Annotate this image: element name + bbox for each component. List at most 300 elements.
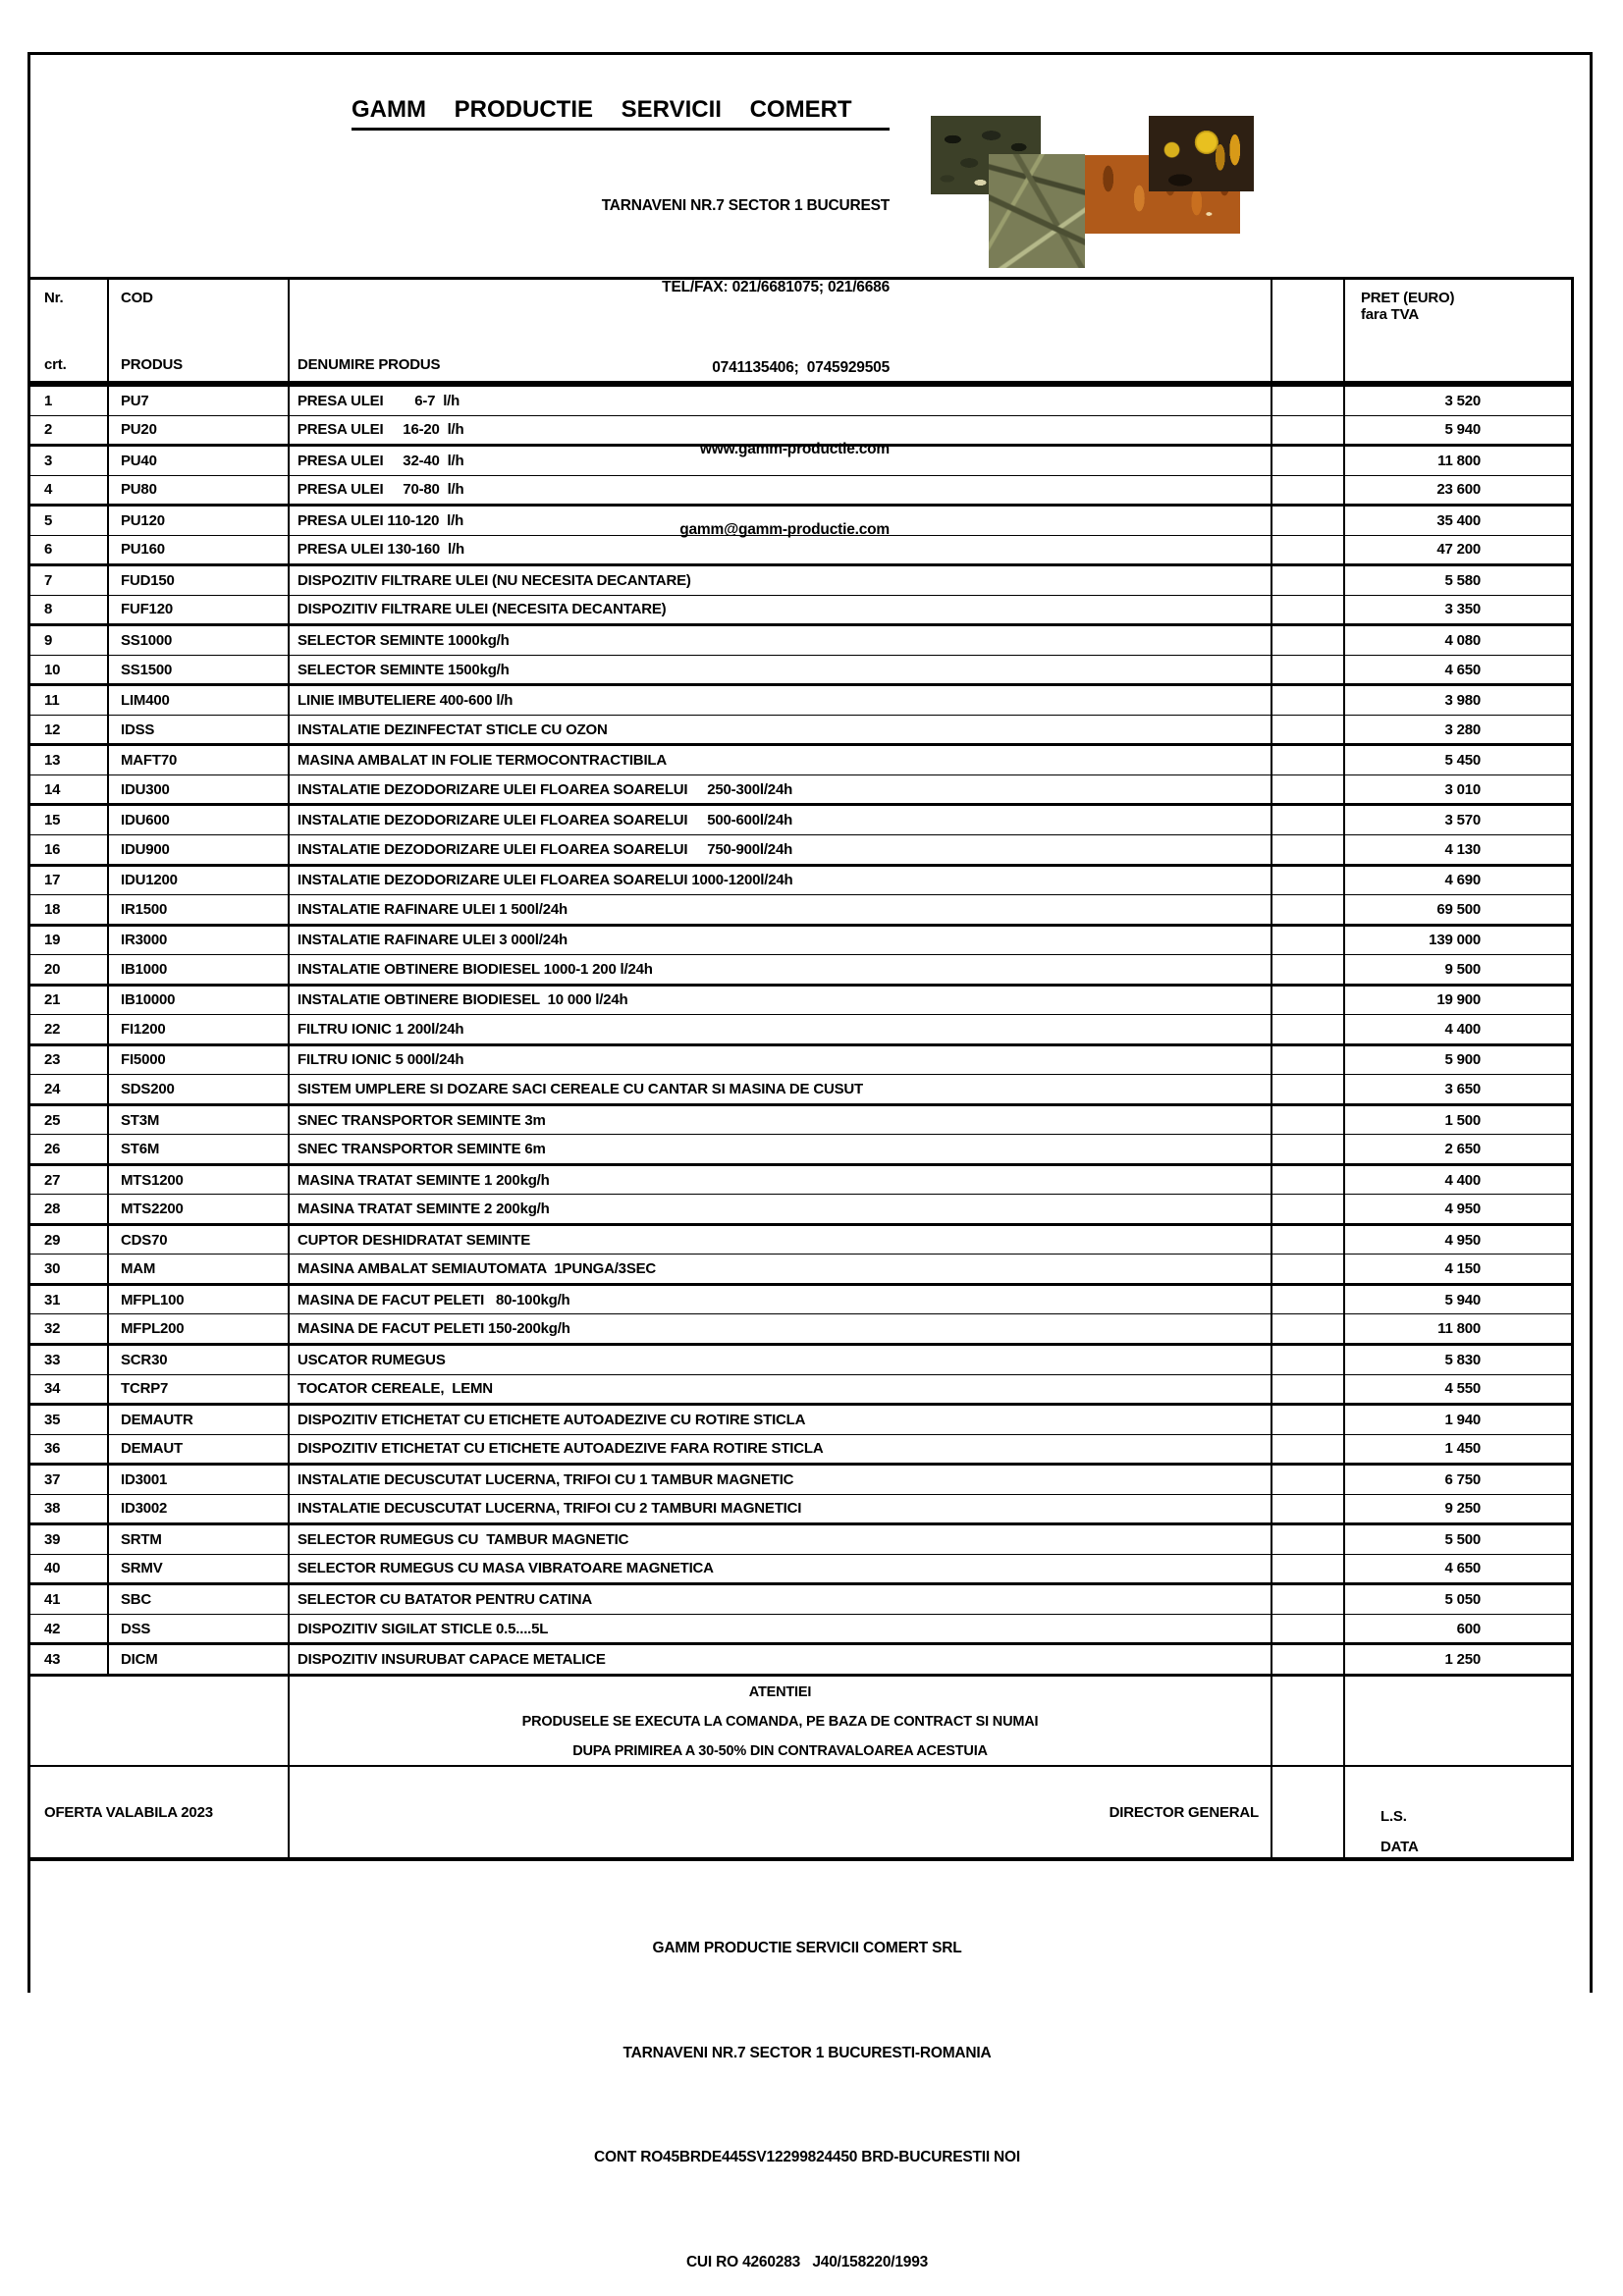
company-title: GAMM PRODUCTIE SERVICII COMERT: [352, 97, 890, 131]
table-row: [30, 1014, 1571, 1043]
product-code-cell: MAFT70: [109, 746, 290, 774]
table-row: [30, 1103, 1571, 1135]
product-name-cell: MASINA DE FACUT PELETI 80-100kg/h: [290, 1286, 1272, 1314]
product-code-cell: ID3002: [109, 1495, 290, 1523]
empty-cell: [1272, 955, 1345, 984]
empty-cell: [1272, 447, 1345, 475]
notice-text-cell: [290, 1677, 1272, 1765]
product-code-cell: SCR30: [109, 1346, 290, 1374]
data-label: DATA: [1380, 1839, 1419, 1855]
row-number-cell: 17: [30, 867, 109, 895]
table-row: [30, 954, 1571, 984]
header-denumire: DENUMIRE PRODUS: [298, 356, 441, 373]
empty-cell: [1272, 835, 1345, 864]
price-cell: 5 580: [1444, 571, 1481, 589]
table-row: [30, 384, 1571, 415]
notice-line: DUPA PRIMIREA A 30-50% DIN CONTRAVALOAREA ACESTUIA: [572, 1743, 988, 1759]
product-name-cell: DISPOZITIV ETICHETAT CU ETICHETE AUTOADEZIVE CU ROTIRE STICLA: [290, 1406, 1272, 1434]
table-row: [30, 864, 1571, 895]
table-header-row: [30, 280, 1571, 384]
table-row: [30, 415, 1571, 445]
row-number-cell: 23: [30, 1046, 109, 1075]
product-name-cell: DISPOZITIV SIGILAT STICLE 0.5....5L: [290, 1615, 1272, 1643]
price-cell: 9 500: [1444, 960, 1481, 978]
row-number-cell: 4: [30, 476, 109, 505]
row-number-cell: 30: [30, 1255, 109, 1283]
empty-cell: [1272, 1645, 1345, 1674]
header-pret-euro: [1345, 280, 1571, 381]
signature-row: [30, 1765, 1571, 1861]
table-row: [30, 1283, 1571, 1314]
price-cell: 5 900: [1444, 1051, 1481, 1069]
empty-cell: [1272, 806, 1345, 834]
empty-cell: [1272, 1135, 1345, 1163]
product-name-cell: SELECTOR SEMINTE 1500kg/h: [290, 656, 1272, 684]
empty-cell: [1272, 686, 1345, 715]
table-row: [30, 623, 1571, 655]
price-cell: 5 940: [1444, 1291, 1481, 1308]
table-row: [30, 563, 1571, 595]
empty-cell: [1272, 1106, 1345, 1135]
product-code-cell: PU7: [109, 387, 290, 415]
sunflower-oil-image: [1149, 116, 1254, 191]
product-code-cell: DEMAUTR: [109, 1406, 290, 1434]
header-fara-tva: fara TVA: [1361, 306, 1419, 323]
row-number-cell: 25: [30, 1106, 109, 1135]
empty-cell: [1272, 927, 1345, 955]
price-cell: 600: [1456, 1620, 1481, 1637]
signature-gap-cell: [1272, 1767, 1345, 1857]
empty-cell: [1272, 387, 1345, 415]
phone-line: TEL/FAX: 021/6681075; 021/6686: [662, 278, 890, 295]
product-name-cell: PRESA ULEI 130-160 l/h: [290, 536, 1272, 564]
table-row: [30, 1614, 1571, 1643]
price-cell: 4 150: [1444, 1260, 1481, 1278]
notice-row: [30, 1674, 1571, 1765]
product-name-cell: PRESA ULEI 110-120 l/h: [290, 507, 1272, 535]
product-name-cell: SISTEM UMPLERE SI DOZARE SACI CEREALE CU CANTAR SI MASINA DE CUSUT: [290, 1075, 1272, 1103]
table-row: [30, 655, 1571, 684]
product-code-cell: SBC: [109, 1585, 290, 1614]
price-cell: 23 600: [1436, 481, 1481, 499]
empty-cell: [1272, 867, 1345, 895]
footer-bank-account: CONT RO45BRDE445SV12299824450 BRD-BUCURESTII NOI: [593, 2149, 1021, 2165]
empty-cell: [1272, 716, 1345, 744]
product-name-cell: INSTALATIE RAFINARE ULEI 1 500l/24h: [290, 895, 1272, 924]
empty-cell: [1272, 1346, 1345, 1374]
product-code-cell: IB10000: [109, 987, 290, 1015]
table-row: [30, 1582, 1571, 1614]
table-row: [30, 1313, 1571, 1343]
price-cell: 3 650: [1444, 1080, 1481, 1097]
empty-cell: [1272, 1046, 1345, 1075]
product-code-cell: MTS2200: [109, 1195, 290, 1223]
empty-cell: [1272, 775, 1345, 804]
product-code-cell: PU80: [109, 476, 290, 505]
website-line: www.gamm-productie.com: [699, 440, 890, 457]
empty-cell: [1272, 476, 1345, 505]
row-number-cell: 32: [30, 1314, 109, 1343]
row-number-cell: 36: [30, 1435, 109, 1464]
price-cell: 11 800: [1437, 452, 1481, 469]
row-number-cell: 18: [30, 895, 109, 924]
product-code-cell: IB1000: [109, 955, 290, 984]
empty-cell: [1272, 1585, 1345, 1614]
product-name-cell: SELECTOR RUMEGUS CU MASA VIBRATOARE MAGNETICA: [290, 1555, 1272, 1583]
price-cell: 3 010: [1444, 780, 1481, 798]
price-cell: 1 450: [1444, 1440, 1481, 1458]
row-number-cell: 20: [30, 955, 109, 984]
table-row: [30, 1434, 1571, 1464]
price-cell: 3 570: [1444, 812, 1481, 829]
notice-empty-gap-cell: [1272, 1677, 1345, 1765]
price-cell: 4 950: [1444, 1231, 1481, 1249]
product-name-cell: DISPOZITIV ETICHETAT CU ETICHETE AUTOADEZIVE FARA ROTIRE STICLA: [290, 1435, 1272, 1464]
empty-cell: [1272, 987, 1345, 1015]
table-row: [30, 1494, 1571, 1523]
product-code-cell: SRTM: [109, 1525, 290, 1554]
product-code-cell: SS1500: [109, 656, 290, 684]
row-number-cell: 34: [30, 1375, 109, 1404]
product-name-cell: MASINA DE FACUT PELETI 150-200kg/h: [290, 1314, 1272, 1343]
product-name-cell: SNEC TRANSPORTOR SEMINTE 3m: [290, 1106, 1272, 1135]
empty-cell: [1272, 1375, 1345, 1404]
product-code-cell: ST3M: [109, 1106, 290, 1135]
row-number-cell: 22: [30, 1015, 109, 1043]
product-code-cell: IR3000: [109, 927, 290, 955]
empty-cell: [1272, 746, 1345, 774]
price-cell: 69 500: [1436, 900, 1481, 918]
product-code-cell: LIM400: [109, 686, 290, 715]
price-cell: 4 400: [1444, 1171, 1481, 1189]
product-code-cell: MFPL100: [109, 1286, 290, 1314]
table-row: [30, 984, 1571, 1015]
empty-cell: [1272, 626, 1345, 655]
product-code-cell: MTS1200: [109, 1166, 290, 1195]
product-name-cell: INSTALATIE DEZINFECTAT STICLE CU OZON: [290, 716, 1272, 744]
empty-cell: [1272, 1075, 1345, 1103]
product-code-cell: IDU900: [109, 835, 290, 864]
row-number-cell: 35: [30, 1406, 109, 1434]
table-row: [30, 1043, 1571, 1075]
product-code-cell: PU120: [109, 507, 290, 535]
table-row: [30, 1463, 1571, 1494]
product-name-cell: SELECTOR CU BATATOR PENTRU CATINA: [290, 1585, 1272, 1614]
product-code-cell: SS1000: [109, 626, 290, 655]
price-cell: 5 050: [1444, 1591, 1481, 1609]
empty-cell: [1272, 596, 1345, 624]
row-number-cell: 12: [30, 716, 109, 744]
product-code-cell: PU20: [109, 416, 290, 445]
table-row: [30, 535, 1571, 564]
table-row: [30, 1403, 1571, 1434]
price-cell: 3 980: [1444, 692, 1481, 710]
product-code-cell: CDS70: [109, 1226, 290, 1255]
empty-cell: [1272, 1166, 1345, 1195]
header-denumire-produs: [290, 280, 1272, 381]
row-number-cell: 8: [30, 596, 109, 624]
product-code-cell: FUD150: [109, 566, 290, 595]
header-empty-column: [1272, 280, 1345, 381]
price-cell: 4 550: [1444, 1380, 1481, 1398]
header-crt: crt.: [44, 356, 67, 373]
email-line: gamm@gamm-productie.com: [679, 521, 890, 538]
row-number-cell: 15: [30, 806, 109, 834]
product-code-cell: MAM: [109, 1255, 290, 1283]
table-row: [30, 1522, 1571, 1554]
product-name-cell: DISPOZITIV FILTRARE ULEI (NU NECESITA DECANTARE): [290, 566, 1272, 595]
footer-address: TARNAVENI NR.7 SECTOR 1 BUCURESTI-ROMANIA: [622, 2044, 992, 2061]
price-cell: 2 650: [1444, 1141, 1481, 1158]
empty-cell: [1272, 1525, 1345, 1554]
row-number-cell: 11: [30, 686, 109, 715]
product-name-cell: SNEC TRANSPORTOR SEMINTE 6m: [290, 1135, 1272, 1163]
header-nr-crt: [30, 280, 109, 381]
product-name-cell: SELECTOR RUMEGUS CU TAMBUR MAGNETIC: [290, 1525, 1272, 1554]
product-name-cell: INSTALATIE OBTINERE BIODIESEL 10 000 l/24h: [290, 987, 1272, 1015]
ls-data-cell: [1345, 1767, 1571, 1857]
row-number-cell: 19: [30, 927, 109, 955]
row-number-cell: 6: [30, 536, 109, 564]
price-cell: 5 940: [1444, 421, 1481, 439]
price-cell: 4 950: [1444, 1201, 1481, 1218]
product-name-cell: USCATOR RUMEGUS: [290, 1346, 1272, 1374]
table-row: [30, 924, 1571, 955]
empty-cell: [1272, 536, 1345, 564]
notice-line: PRODUSELE SE EXECUTA LA COMANDA, PE BAZA DE CONTRACT SI NUMAI: [521, 1714, 1039, 1730]
product-name-cell: FILTRU IONIC 5 000l/24h: [290, 1046, 1272, 1075]
product-name-cell: SELECTOR SEMINTE 1000kg/h: [290, 626, 1272, 655]
product-name-cell: MASINA AMBALAT IN FOLIE TERMOCONTRACTIBILA: [290, 746, 1272, 774]
empty-cell: [1272, 566, 1345, 595]
product-code-cell: DEMAUT: [109, 1435, 290, 1464]
table-row: [30, 683, 1571, 715]
product-code-cell: IDSS: [109, 716, 290, 744]
price-cell: 11 800: [1437, 1320, 1481, 1338]
empty-cell: [1272, 1466, 1345, 1494]
table-row: [30, 834, 1571, 864]
empty-cell: [1272, 1015, 1345, 1043]
product-name-cell: INSTALATIE DECUSCUTAT LUCERNA, TRIFOI CU 1 TAMBUR MAGNETIC: [290, 1466, 1272, 1494]
product-name-cell: PRESA ULEI 32-40 l/h: [290, 447, 1272, 475]
product-name-cell: MASINA TRATAT SEMINTE 1 200kg/h: [290, 1166, 1272, 1195]
product-code-cell: DSS: [109, 1615, 290, 1643]
product-code-cell: PU40: [109, 447, 290, 475]
product-code-cell: IR1500: [109, 895, 290, 924]
empty-cell: [1272, 1615, 1345, 1643]
product-code-cell: FUF120: [109, 596, 290, 624]
row-number-cell: 3: [30, 447, 109, 475]
company-footer: [27, 1861, 1587, 2296]
price-cell: 3 350: [1444, 601, 1481, 618]
product-code-cell: FI1200: [109, 1015, 290, 1043]
product-name-cell: MASINA TRATAT SEMINTE 2 200kg/h: [290, 1195, 1272, 1223]
row-number-cell: 26: [30, 1135, 109, 1163]
empty-cell: [1272, 1226, 1345, 1255]
header-produs: PRODUS: [121, 356, 183, 373]
row-number-cell: 10: [30, 656, 109, 684]
notice-empty-right-cell: [1345, 1677, 1571, 1765]
product-name-cell: FILTRU IONIC 1 200l/24h: [290, 1015, 1272, 1043]
price-cell: 4 080: [1444, 632, 1481, 650]
product-code-cell: PU160: [109, 536, 290, 564]
header-cod-produs: [109, 280, 290, 381]
row-number-cell: 28: [30, 1195, 109, 1223]
price-cell: 19 900: [1436, 991, 1481, 1009]
price-cell: 4 650: [1444, 661, 1481, 678]
director-general-cell: DIRECTOR GENERAL: [290, 1767, 1272, 1857]
footer-registration: CUI RO 4260283 J40/158220/1993: [685, 2253, 929, 2270]
table-row: [30, 504, 1571, 535]
price-cell: 3 520: [1444, 392, 1481, 409]
price-cell: 5 500: [1444, 1530, 1481, 1548]
product-code-cell: IDU300: [109, 775, 290, 804]
price-cell: 139 000: [1429, 932, 1481, 949]
table-row: [30, 1343, 1571, 1374]
product-name-cell: INSTALATIE OBTINERE BIODIESEL 1000-1 200 l/24h: [290, 955, 1272, 984]
row-number-cell: 37: [30, 1466, 109, 1494]
table-row: [30, 1254, 1571, 1283]
product-name-cell: LINIE IMBUTELIERE 400-600 l/h: [290, 686, 1272, 715]
row-number-cell: 41: [30, 1585, 109, 1614]
product-code-cell: IDU600: [109, 806, 290, 834]
price-cell: 1 250: [1444, 1651, 1481, 1669]
row-number-cell: 5: [30, 507, 109, 535]
row-number-cell: 39: [30, 1525, 109, 1554]
price-cell: 9 250: [1444, 1500, 1481, 1518]
row-number-cell: 33: [30, 1346, 109, 1374]
product-name-cell: PRESA ULEI 16-20 l/h: [290, 416, 1272, 445]
price-cell: 4 130: [1444, 840, 1481, 858]
wheat-grains-image: [1044, 85, 1136, 160]
header-pret: PRET (EURO): [1361, 290, 1455, 306]
empty-cell: [1272, 1286, 1345, 1314]
product-code-cell: DICM: [109, 1645, 290, 1674]
table-row: [30, 475, 1571, 505]
empty-cell: [1272, 507, 1345, 535]
table-row: [30, 1134, 1571, 1163]
table-row: [30, 1374, 1571, 1404]
product-code-cell: IDU1200: [109, 867, 290, 895]
product-name-cell: TOCATOR CEREALE, LEMN: [290, 1375, 1272, 1404]
header-cod: COD: [121, 290, 153, 306]
product-name-cell: DISPOZITIV FILTRARE ULEI (NECESITA DECANTARE): [290, 596, 1272, 624]
row-number-cell: 43: [30, 1645, 109, 1674]
price-cell: 35 400: [1436, 511, 1481, 529]
price-table: [27, 277, 1574, 1861]
empty-cell: [1272, 1255, 1345, 1283]
product-name-cell: INSTALATIE DEZODORIZARE ULEI FLOAREA SOARELUI 750-900l/24h: [290, 835, 1272, 864]
table-row: [30, 444, 1571, 475]
product-name-cell: INSTALATIE DEZODORIZARE ULEI FLOAREA SOARELUI 1000-1200l/24h: [290, 867, 1272, 895]
row-number-cell: 29: [30, 1226, 109, 1255]
address-line: TARNAVENI NR.7 SECTOR 1 BUCUREST: [601, 197, 890, 214]
price-cell: 1 500: [1444, 1111, 1481, 1129]
price-cell: 3 280: [1444, 721, 1481, 738]
row-number-cell: 27: [30, 1166, 109, 1195]
product-name-cell: DISPOZITIV INSURUBAT CAPACE METALICE: [290, 1645, 1272, 1674]
product-name-cell: INSTALATIE DECUSCUTAT LUCERNA, TRIFOI CU 2 TAMBURI MAGNETICI: [290, 1495, 1272, 1523]
row-number-cell: 24: [30, 1075, 109, 1103]
price-cell: 4 690: [1444, 872, 1481, 889]
table-row: [30, 774, 1571, 804]
product-name-cell: INSTALATIE DEZODORIZARE ULEI FLOAREA SOARELUI 250-300l/24h: [290, 775, 1272, 804]
straw-flax-image: [989, 154, 1085, 268]
row-number-cell: 16: [30, 835, 109, 864]
offer-validity-cell: OFERTA VALABILA 2023: [30, 1767, 290, 1857]
empty-cell: [1272, 895, 1345, 924]
price-cell: 4 400: [1444, 1020, 1481, 1038]
table-row: [30, 1642, 1571, 1674]
product-code-cell: ID3001: [109, 1466, 290, 1494]
product-name-cell: MASINA AMBALAT SEMIAUTOMATA 1PUNGA/3SEC: [290, 1255, 1272, 1283]
header-nr: Nr.: [44, 290, 64, 306]
empty-cell: [1272, 1555, 1345, 1583]
empty-cell: [1272, 656, 1345, 684]
product-code-cell: ST6M: [109, 1135, 290, 1163]
table-row: [30, 1163, 1571, 1195]
price-cell: 5 830: [1444, 1351, 1481, 1368]
product-code-cell: SDS200: [109, 1075, 290, 1103]
row-number-cell: 2: [30, 416, 109, 445]
table-row: [30, 1194, 1571, 1223]
notice-title: ATENTIEI: [748, 1684, 812, 1700]
row-number-cell: 31: [30, 1286, 109, 1314]
empty-cell: [1272, 1314, 1345, 1343]
product-name-cell: CUPTOR DESHIDRATAT SEMINTE: [290, 1226, 1272, 1255]
row-number-cell: 13: [30, 746, 109, 774]
row-number-cell: 7: [30, 566, 109, 595]
price-cell: 5 450: [1444, 752, 1481, 770]
empty-cell: [1272, 1195, 1345, 1223]
price-cell: 47 200: [1436, 541, 1481, 559]
notice-empty-left-cell: [30, 1677, 290, 1765]
row-number-cell: 14: [30, 775, 109, 804]
product-code-cell: FI5000: [109, 1046, 290, 1075]
product-name-cell: PRESA ULEI 70-80 l/h: [290, 476, 1272, 505]
mobile-line: 0741135406; 0745929505: [712, 359, 890, 376]
product-name-cell: PRESA ULEI 6-7 l/h: [290, 387, 1272, 415]
price-cell: 4 650: [1444, 1560, 1481, 1577]
product-name-cell: INSTALATIE RAFINARE ULEI 3 000l/24h: [290, 927, 1272, 955]
ls-label: L.S.: [1380, 1808, 1407, 1825]
empty-cell: [1272, 1495, 1345, 1523]
row-number-cell: 42: [30, 1615, 109, 1643]
table-row: [30, 715, 1571, 744]
row-number-cell: 1: [30, 387, 109, 415]
row-number-cell: 40: [30, 1555, 109, 1583]
table-row: [30, 1223, 1571, 1255]
table-row: [30, 803, 1571, 834]
table-row: [30, 1554, 1571, 1583]
product-code-cell: MFPL200: [109, 1314, 290, 1343]
product-code-cell: SRMV: [109, 1555, 290, 1583]
product-code-cell: TCRP7: [109, 1375, 290, 1404]
empty-cell: [1272, 1435, 1345, 1464]
price-cell: 6 750: [1444, 1470, 1481, 1488]
row-number-cell: 21: [30, 987, 109, 1015]
table-row: [30, 743, 1571, 774]
price-cell: 1 940: [1444, 1411, 1481, 1428]
table-row: [30, 595, 1571, 624]
row-number-cell: 38: [30, 1495, 109, 1523]
product-name-cell: INSTALATIE DEZODORIZARE ULEI FLOAREA SOARELUI 500-600l/24h: [290, 806, 1272, 834]
table-row: [30, 894, 1571, 924]
table-row: [30, 1074, 1571, 1103]
empty-cell: [1272, 416, 1345, 445]
table-body: [30, 384, 1571, 1674]
row-number-cell: 9: [30, 626, 109, 655]
